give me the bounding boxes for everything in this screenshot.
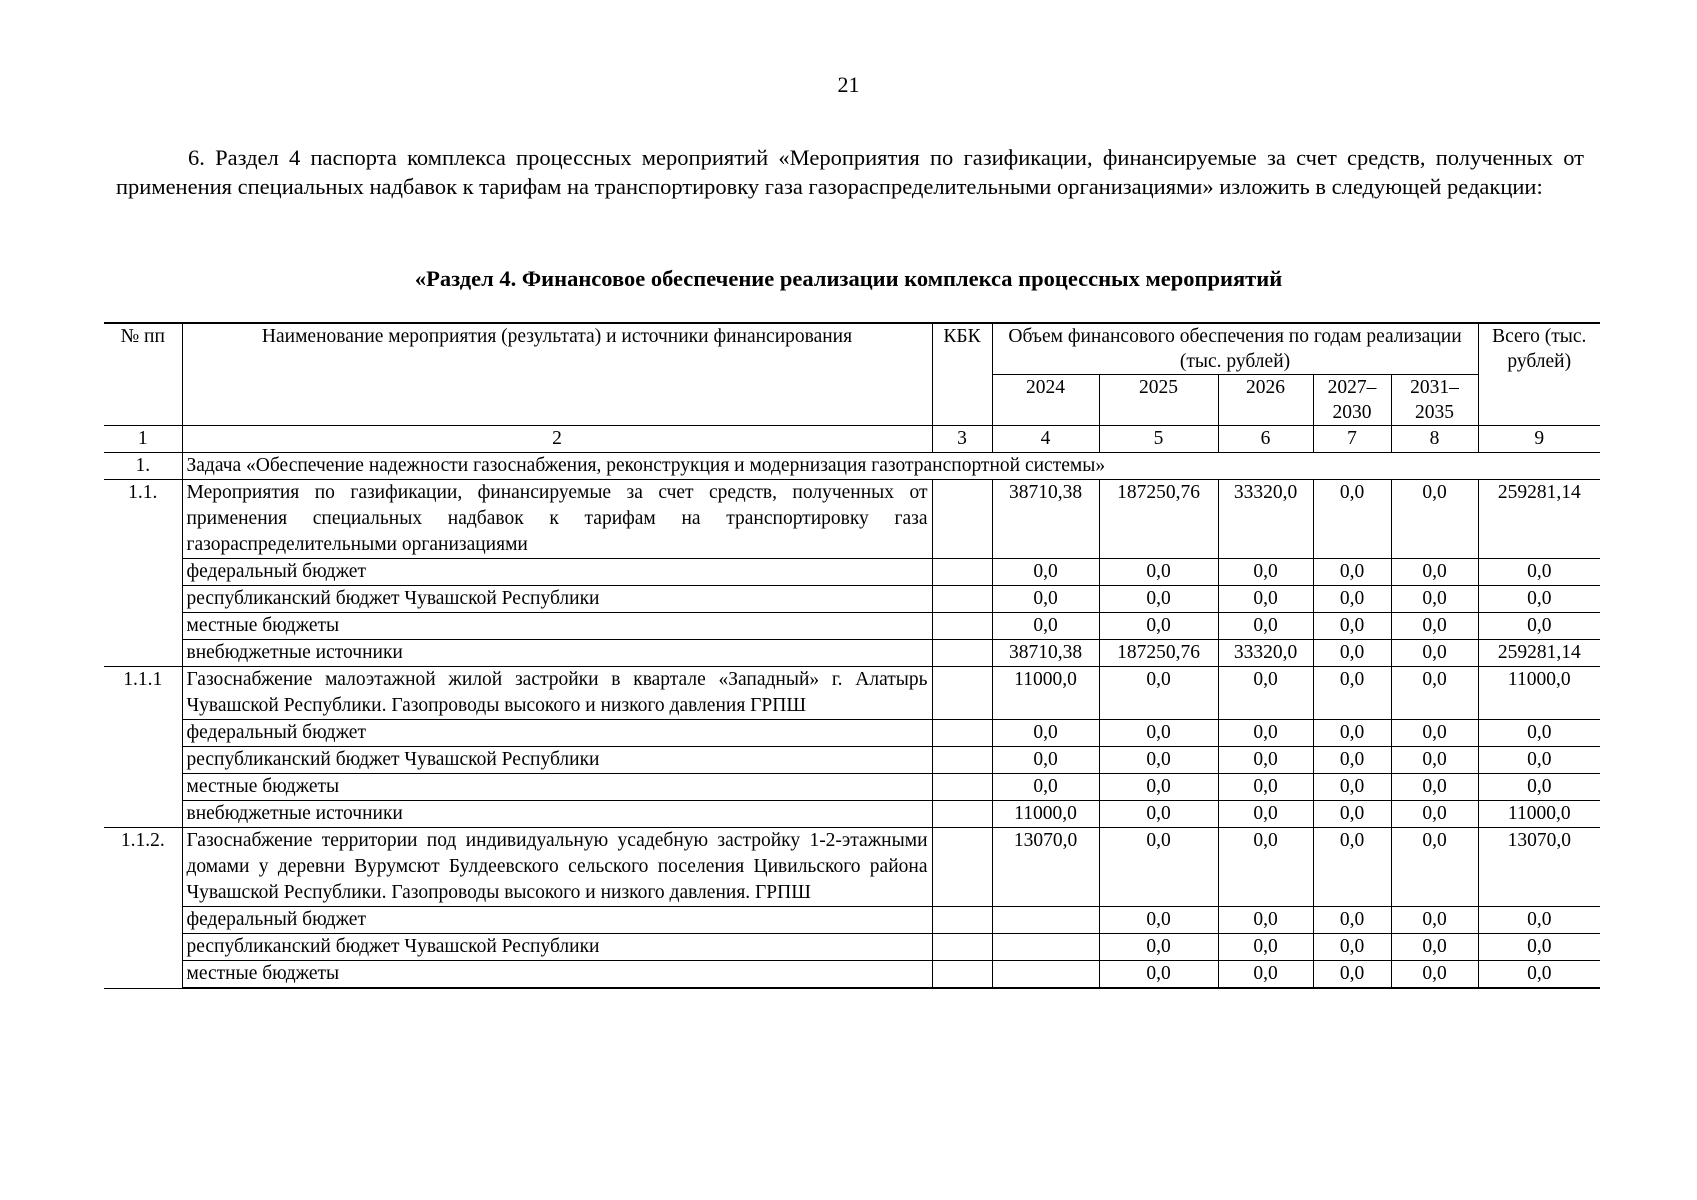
value-total: 11000,0 <box>1478 801 1600 828</box>
value-2027-2030: 0,0 <box>1313 640 1391 667</box>
kbk-cell <box>932 961 992 989</box>
column-number: 6 <box>1218 426 1313 453</box>
value-2024 <box>992 934 1099 961</box>
table-row <box>104 934 1600 961</box>
value-2027-2030: 0,0 <box>1313 907 1391 934</box>
table-body <box>104 453 1600 989</box>
column-number: 8 <box>1391 426 1478 453</box>
value-2031-2035: 0,0 <box>1391 934 1478 961</box>
value-2025: 0,0 <box>1099 720 1218 747</box>
value-total: 13070,0 <box>1478 828 1600 907</box>
kbk-cell <box>932 640 992 667</box>
kbk-cell <box>932 828 992 907</box>
table-row <box>104 747 1600 774</box>
value-2025: 187250,76 <box>1099 640 1218 667</box>
value-2026: 0,0 <box>1218 828 1313 907</box>
value-2027-2030: 0,0 <box>1313 747 1391 774</box>
header-pp: № пп <box>104 323 182 426</box>
header-total: Всего (тыс. рублей) <box>1478 323 1600 426</box>
value-2027-2030: 0,0 <box>1313 586 1391 613</box>
value-2027-2030: 0,0 <box>1313 801 1391 828</box>
header-year-2025: 2025 <box>1099 375 1218 426</box>
value-2024: 0,0 <box>992 747 1099 774</box>
table-row <box>104 720 1600 747</box>
kbk-cell <box>932 667 992 720</box>
value-2027-2030: 0,0 <box>1313 961 1391 989</box>
page-number: 21 <box>837 72 860 97</box>
value-2025: 187250,76 <box>1099 480 1218 559</box>
value-2024: 13070,0 <box>992 828 1099 907</box>
table-row <box>104 828 1600 907</box>
value-2026: 0,0 <box>1218 667 1313 720</box>
kbk-cell <box>932 934 992 961</box>
header-year-2024: 2024 <box>992 375 1099 426</box>
value-2026: 33320,0 <box>1218 480 1313 559</box>
value-2026: 0,0 <box>1218 774 1313 801</box>
value-total: 11000,0 <box>1478 667 1600 720</box>
table-row <box>104 774 1600 801</box>
kbk-cell <box>932 907 992 934</box>
value-total: 0,0 <box>1478 613 1600 640</box>
value-2031-2035: 0,0 <box>1391 667 1478 720</box>
column-number: 7 <box>1313 426 1391 453</box>
column-number: 5 <box>1099 426 1218 453</box>
value-2025: 0,0 <box>1099 559 1218 586</box>
value-2025: 0,0 <box>1099 961 1218 989</box>
value-2024: 0,0 <box>992 586 1099 613</box>
value-2025: 0,0 <box>1099 934 1218 961</box>
kbk-cell <box>932 613 992 640</box>
value-2031-2035: 0,0 <box>1391 640 1478 667</box>
value-2031-2035: 0,0 <box>1391 828 1478 907</box>
header-volume: Объем финансового обеспечения по годам реализации (тыс. рублей) <box>992 323 1478 375</box>
financing-table <box>104 322 1600 989</box>
kbk-cell <box>932 774 992 801</box>
value-2025: 0,0 <box>1099 828 1218 907</box>
value-2026: 0,0 <box>1218 613 1313 640</box>
row-number: 1.1.1 <box>104 667 182 828</box>
value-2024: 0,0 <box>992 774 1099 801</box>
value-2025: 0,0 <box>1099 907 1218 934</box>
header-kbk: КБК <box>932 323 992 426</box>
section-title: «Раздел 4. Финансовое обеспечение реализации комплекса процессных мероприятий <box>414 266 1283 291</box>
value-2025: 0,0 <box>1099 586 1218 613</box>
table-row <box>104 586 1600 613</box>
value-2026: 0,0 <box>1218 801 1313 828</box>
value-2027-2030: 0,0 <box>1313 667 1391 720</box>
value-2031-2035: 0,0 <box>1391 747 1478 774</box>
value-2031-2035: 0,0 <box>1391 559 1478 586</box>
header-year-2026: 2026 <box>1218 375 1313 426</box>
column-number: 2 <box>182 426 932 453</box>
value-2031-2035: 0,0 <box>1391 961 1478 989</box>
value-2031-2035: 0,0 <box>1391 774 1478 801</box>
funding-source: республиканский бюджет Чувашской Республики <box>182 934 932 961</box>
table-row <box>104 907 1600 934</box>
table-header <box>104 323 1600 453</box>
value-total: 0,0 <box>1478 559 1600 586</box>
value-2025: 0,0 <box>1099 774 1218 801</box>
table-row <box>104 559 1600 586</box>
value-total: 0,0 <box>1478 586 1600 613</box>
value-2026: 0,0 <box>1218 961 1313 989</box>
table-row <box>104 640 1600 667</box>
value-2027-2030: 0,0 <box>1313 559 1391 586</box>
header-year-2027-2030: 2027–2030 <box>1313 375 1391 426</box>
funding-source: республиканский бюджет Чувашской Республики <box>182 747 932 774</box>
value-total: 0,0 <box>1478 934 1600 961</box>
value-2024: 11000,0 <box>992 667 1099 720</box>
value-2025: 0,0 <box>1099 801 1218 828</box>
header-name: Наименование мероприятия (результата) и источники финансирования <box>182 323 932 426</box>
value-2031-2035: 0,0 <box>1391 480 1478 559</box>
value-2024 <box>992 961 1099 989</box>
kbk-cell <box>932 586 992 613</box>
value-total: 259281,14 <box>1478 640 1600 667</box>
value-2024: 0,0 <box>992 720 1099 747</box>
value-2025: 0,0 <box>1099 747 1218 774</box>
value-2027-2030: 0,0 <box>1313 480 1391 559</box>
value-2027-2030: 0,0 <box>1313 934 1391 961</box>
value-2031-2035: 0,0 <box>1391 801 1478 828</box>
table-row <box>104 961 1600 989</box>
funding-source: федеральный бюджет <box>182 907 932 934</box>
value-2027-2030: 0,0 <box>1313 828 1391 907</box>
table-row <box>104 801 1600 828</box>
kbk-cell <box>932 801 992 828</box>
row-number: 1.1.2. <box>104 828 182 989</box>
value-total: 259281,14 <box>1478 480 1600 559</box>
value-2031-2035: 0,0 <box>1391 613 1478 640</box>
value-2025: 0,0 <box>1099 613 1218 640</box>
value-2024: 38710,38 <box>992 480 1099 559</box>
activity-name: Газоснабжение территории под индивидуальную усадебную застройку 1-2-этажными домами у деревни Вурумсют Булдеевского сельского поселения Цивильского района Чувашской Республики. Газопроводы высокого и низкого давления. ГРПШ <box>182 828 932 907</box>
funding-source: внебюджетные источники <box>182 640 932 667</box>
activity-name: Газоснабжение малоэтажной жилой застройки в квартале «Западный» г. Алатырь Чувашской Республики. Газопроводы высокого и низкого давления ГРПШ <box>182 667 932 720</box>
intro-paragraph: 6. Раздел 4 паспорта комплекса процессных мероприятий «Мероприятия по газификации, финансируемые за счет средств, полученных от применения специальных надбавок к тарифам на транспортировку газа газораспределительными организациями» изложить в следующей редакции: <box>116 145 1584 199</box>
funding-source: местные бюджеты <box>182 961 932 989</box>
kbk-cell <box>932 747 992 774</box>
value-2024: 0,0 <box>992 559 1099 586</box>
value-2027-2030: 0,0 <box>1313 613 1391 640</box>
value-2024: 11000,0 <box>992 801 1099 828</box>
column-number: 9 <box>1478 426 1600 453</box>
value-2024: 38710,38 <box>992 640 1099 667</box>
column-number: 1 <box>104 426 182 453</box>
funding-source: местные бюджеты <box>182 774 932 801</box>
value-2026: 0,0 <box>1218 747 1313 774</box>
value-2024 <box>992 907 1099 934</box>
value-2031-2035: 0,0 <box>1391 907 1478 934</box>
column-number-row <box>104 426 1600 453</box>
value-total: 0,0 <box>1478 907 1600 934</box>
kbk-cell <box>932 480 992 559</box>
table-row <box>104 667 1600 720</box>
value-2025: 0,0 <box>1099 667 1218 720</box>
value-2031-2035: 0,0 <box>1391 720 1478 747</box>
value-total: 0,0 <box>1478 961 1600 989</box>
value-2027-2030: 0,0 <box>1313 774 1391 801</box>
funding-source: местные бюджеты <box>182 613 932 640</box>
value-2031-2035: 0,0 <box>1391 586 1478 613</box>
task-text: Задача «Обеспечение надежности газоснабжения, реконструкция и модернизация газотранспортной системы» <box>182 453 1600 480</box>
column-number: 3 <box>932 426 992 453</box>
funding-source: федеральный бюджет <box>182 720 932 747</box>
table-row <box>104 480 1600 559</box>
value-2026: 33320,0 <box>1218 640 1313 667</box>
value-2024: 0,0 <box>992 613 1099 640</box>
value-total: 0,0 <box>1478 774 1600 801</box>
value-2026: 0,0 <box>1218 907 1313 934</box>
value-total: 0,0 <box>1478 747 1600 774</box>
activity-name: Мероприятия по газификации, финансируемые за счет средств, полученных от применения специальных надбавок к тарифам на транспортировку газа газораспределительными организациями <box>182 480 932 559</box>
funding-source: внебюджетные источники <box>182 801 932 828</box>
value-total: 0,0 <box>1478 720 1600 747</box>
value-2026: 0,0 <box>1218 720 1313 747</box>
kbk-cell <box>932 720 992 747</box>
table-row <box>104 613 1600 640</box>
row-number: 1.1. <box>104 480 182 667</box>
value-2026: 0,0 <box>1218 586 1313 613</box>
value-2026: 0,0 <box>1218 934 1313 961</box>
kbk-cell <box>932 559 992 586</box>
funding-source: федеральный бюджет <box>182 559 932 586</box>
value-2026: 0,0 <box>1218 559 1313 586</box>
funding-source: республиканский бюджет Чувашской Республики <box>182 586 932 613</box>
task-row <box>104 453 1600 480</box>
value-2027-2030: 0,0 <box>1313 720 1391 747</box>
column-number: 4 <box>992 426 1099 453</box>
header-year-2031-2035: 2031–2035 <box>1391 375 1478 426</box>
task-number: 1. <box>104 453 182 480</box>
